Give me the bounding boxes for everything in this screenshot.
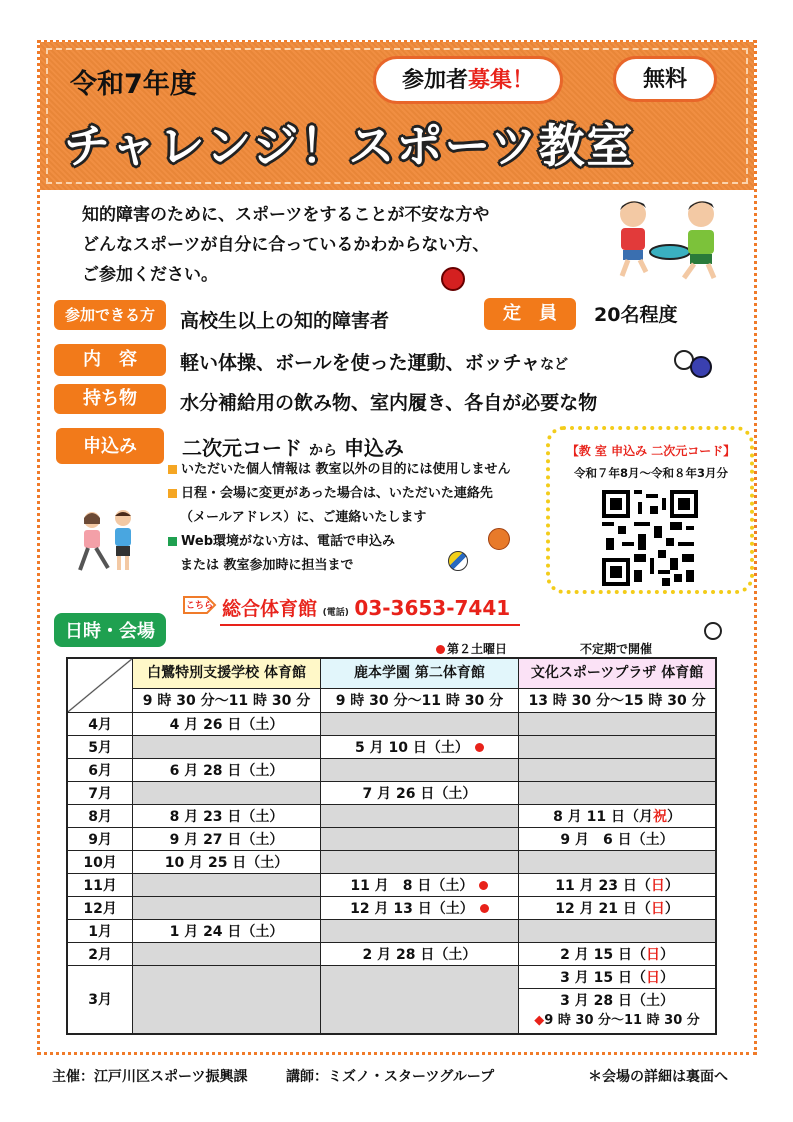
date-cell: 2 月 28 日（土） xyxy=(320,942,518,965)
arrow-here-label: こちら xyxy=(186,601,214,611)
month-cell: 4月 xyxy=(67,712,133,735)
date-text: ） xyxy=(659,946,674,963)
sunday-mark: 日 xyxy=(650,900,665,917)
table-row xyxy=(67,919,716,942)
label-eligible: 参加できる方 xyxy=(54,300,166,330)
label-capacity: 定 員 xyxy=(484,298,576,330)
label-schedule: 日時・会場 xyxy=(54,613,166,647)
date-cell xyxy=(320,873,518,896)
month-cell: 10月 xyxy=(67,850,133,873)
qr-period: 令和７年8月～令和８年3月分 xyxy=(573,466,728,480)
contact-venue: 総合体育館 xyxy=(222,598,318,620)
sunday-mark: 日 xyxy=(645,969,660,986)
schedule-table xyxy=(66,657,717,1035)
table-row xyxy=(67,965,716,988)
intro-line: どんなスポーツが自分に合っているかわからない方、 xyxy=(82,235,490,255)
venue-time: 9 時 30 分～11 時 30 分 xyxy=(133,688,320,712)
note-changes-cont xyxy=(168,506,511,530)
intro-text xyxy=(82,200,489,290)
date-text: 12 月 21 日（ xyxy=(555,900,651,917)
month-cell: 7月 xyxy=(67,781,133,804)
table-row xyxy=(67,712,716,735)
empty-cell xyxy=(320,827,518,850)
label-content: 内 容 xyxy=(54,344,166,376)
belongings-value: 水分補給用の飲み物、室内履き、各自が必要な物 xyxy=(180,392,598,414)
apply-headline xyxy=(182,432,404,461)
date-cell xyxy=(519,942,716,965)
legend-second-saturday xyxy=(436,640,507,657)
empty-cell xyxy=(320,850,518,873)
holiday-mark: 祝 xyxy=(652,808,667,825)
content-suffix: など xyxy=(540,357,569,373)
month-cell: 6月 xyxy=(67,758,133,781)
empty-cell xyxy=(519,919,716,942)
basketball-icon xyxy=(488,528,510,550)
empty-cell xyxy=(519,781,716,804)
month-cell: 2月 xyxy=(67,942,133,965)
empty-cell xyxy=(320,965,518,1034)
special-time xyxy=(519,1011,715,1031)
contact-line xyxy=(222,594,510,621)
date-cell xyxy=(320,735,518,758)
red-dot-icon xyxy=(436,645,445,654)
empty-cell xyxy=(320,758,518,781)
date-text: 8 月 11 日（月 xyxy=(553,808,653,825)
month-cell: 11月 xyxy=(67,873,133,896)
date-cell xyxy=(519,965,716,988)
red-ball-icon xyxy=(441,267,465,291)
date-text: 11 月 23 日（ xyxy=(555,877,651,894)
badge-recruiting: 募集！ xyxy=(468,68,535,93)
kids-frisbee-illustration xyxy=(598,194,728,284)
month-cell: 8月 xyxy=(67,804,133,827)
qr-code-text: 二次元コード xyxy=(182,436,302,460)
page-title: チャレンジ！スポーツ教室 xyxy=(64,119,635,173)
time-text: 9 時 30 分～11 時 30 分 xyxy=(544,1012,700,1028)
legend-text: 第２土曜日 xyxy=(447,642,508,656)
contact-underline xyxy=(220,624,520,626)
date-cell xyxy=(519,873,716,896)
phone-number[interactable]: 03-3653-7441 xyxy=(354,596,511,620)
bullet-square-icon xyxy=(168,537,177,546)
date-cell: 6 月 28 日（土） xyxy=(133,758,320,781)
empty-cell xyxy=(133,873,320,896)
date-text: 2 月 15 日（ xyxy=(560,946,646,963)
table-row xyxy=(67,735,716,758)
table-row xyxy=(67,758,716,781)
sunday-mark: 日 xyxy=(645,946,660,963)
empty-cell xyxy=(519,850,716,873)
venue-time: 9 時 30 分～11 時 30 分 xyxy=(320,688,518,712)
capacity-value: 20名程度 xyxy=(594,304,678,326)
date-cell xyxy=(519,896,716,919)
month-cell: 1月 xyxy=(67,919,133,942)
note-text: または 教室参加時に担当まで xyxy=(180,558,354,573)
empty-cell xyxy=(133,735,320,758)
eligible-value: 高校生以上の知的障害者 xyxy=(180,310,390,332)
table-row xyxy=(67,850,716,873)
date-text: ） xyxy=(659,969,674,986)
month-cell: 9月 xyxy=(67,827,133,850)
month-cell: 3月 xyxy=(67,965,133,1034)
venue-header xyxy=(320,658,518,688)
red-dot-icon xyxy=(480,904,489,913)
date-text: 11 月 8 日（土） xyxy=(350,877,474,894)
empty-cell xyxy=(133,781,320,804)
table-row xyxy=(67,873,716,896)
empty-cell xyxy=(133,965,320,1034)
free-badge: 無料 xyxy=(613,56,717,102)
content-value xyxy=(180,348,568,375)
month-cell: 5月 xyxy=(67,735,133,758)
note-changes xyxy=(168,482,511,506)
venue-time: 13 時 30 分～15 時 30 分 xyxy=(519,688,716,712)
date-text: 5 月 10 日（土） xyxy=(354,739,469,756)
empty-cell xyxy=(320,712,518,735)
from-text: から xyxy=(308,443,337,459)
badge-participants: 参加者 xyxy=(401,68,468,93)
venue-header xyxy=(519,658,716,688)
date-cell: 9 月 6 日（土） xyxy=(519,827,716,850)
fiscal-year: 令和7年度 xyxy=(70,69,197,100)
date-text: ） xyxy=(664,877,679,894)
date-text: 3 月 28 日（土） xyxy=(560,992,674,1009)
empty-cell xyxy=(519,712,716,735)
date-cell xyxy=(519,804,716,827)
apply-text: 申込み xyxy=(343,436,404,460)
sunday-mark: 日 xyxy=(650,877,665,894)
label-apply: 申込み xyxy=(56,428,164,464)
qr-title: 【教 室 申込み 二次元コード】 xyxy=(566,444,736,458)
empty-cell xyxy=(519,735,716,758)
empty-cell xyxy=(320,919,518,942)
diamond-icon: ◆ xyxy=(534,1012,545,1028)
bullet-square-icon xyxy=(168,489,177,498)
table-row xyxy=(67,804,716,827)
back-page-note: ＊会場の詳細は裏面へ xyxy=(588,1069,728,1085)
volleyball-icon xyxy=(448,551,468,571)
note-text: いただいた個人情報は 教室以外の目的には使用しません xyxy=(181,462,511,477)
soccer-ball-icon xyxy=(704,622,722,640)
date-cell xyxy=(519,988,716,1034)
empty-cell xyxy=(133,942,320,965)
note-text: 日程・会場に変更があった場合は、いただいた連絡先 xyxy=(181,486,493,501)
empty-cell xyxy=(320,804,518,827)
intro-line: ご参加ください。 xyxy=(82,265,218,285)
date-cell: 9 月 27 日（土） xyxy=(133,827,320,850)
date-cell: 7 月 26 日（土） xyxy=(320,781,518,804)
date-cell xyxy=(320,896,518,919)
diagonal-header-cell xyxy=(67,658,133,712)
intro-line: 知的障害のために、スポーツをすることが不安な方や xyxy=(82,205,490,225)
venue-name: 白鷺特別支援学校 体育館 xyxy=(147,665,306,682)
date-cell: 1 月 24 日（土） xyxy=(133,919,320,942)
instructor: 講師：ミズノ・スターツグループ xyxy=(286,1069,495,1085)
qr-code[interactable] xyxy=(602,490,698,586)
date-text: 12 月 13 日（土） xyxy=(350,900,474,917)
month-cell: 12月 xyxy=(67,896,133,919)
table-row xyxy=(67,942,716,965)
bullet-square-icon xyxy=(168,465,177,474)
venue-name: 文化スポーツプラザ 体育館 xyxy=(530,665,704,682)
red-dot-icon xyxy=(479,881,488,890)
date-text: ） xyxy=(666,808,681,825)
date-cell: 4 月 26 日（土） xyxy=(133,712,320,735)
venue-header xyxy=(133,658,320,688)
phone-label: (電話) xyxy=(322,608,349,618)
table-row xyxy=(67,781,716,804)
stretching-kids-illustration xyxy=(78,508,140,574)
label-belongings: 持ち物 xyxy=(54,384,166,414)
red-dot-icon xyxy=(475,743,484,752)
legend-irregular: 不定期で開催 xyxy=(580,642,653,656)
content-text: 軽い体操、ボールを使った運動、ボッチャ xyxy=(180,352,541,374)
note-privacy xyxy=(168,458,511,482)
empty-cell xyxy=(519,758,716,781)
date-text: ） xyxy=(664,900,679,917)
table-row xyxy=(67,896,716,919)
table-row xyxy=(67,827,716,850)
date-cell: 8 月 23 日（土） xyxy=(133,804,320,827)
date-text: 3 月 15 日（ xyxy=(560,969,646,986)
note-text: （メールアドレス）に、ご連絡いたします xyxy=(180,510,427,525)
boccia-ball-icon xyxy=(690,356,712,378)
empty-cell xyxy=(133,896,320,919)
venue-name: 鹿本学園 第二体育館 xyxy=(353,665,485,682)
organizer: 主催：江戸川区スポーツ振興課 xyxy=(52,1069,248,1085)
note-text: Web環境がない方は、電話で申込み xyxy=(181,534,395,549)
recruiting-badge xyxy=(373,56,563,104)
date-cell: 10 月 25 日（土） xyxy=(133,850,320,873)
